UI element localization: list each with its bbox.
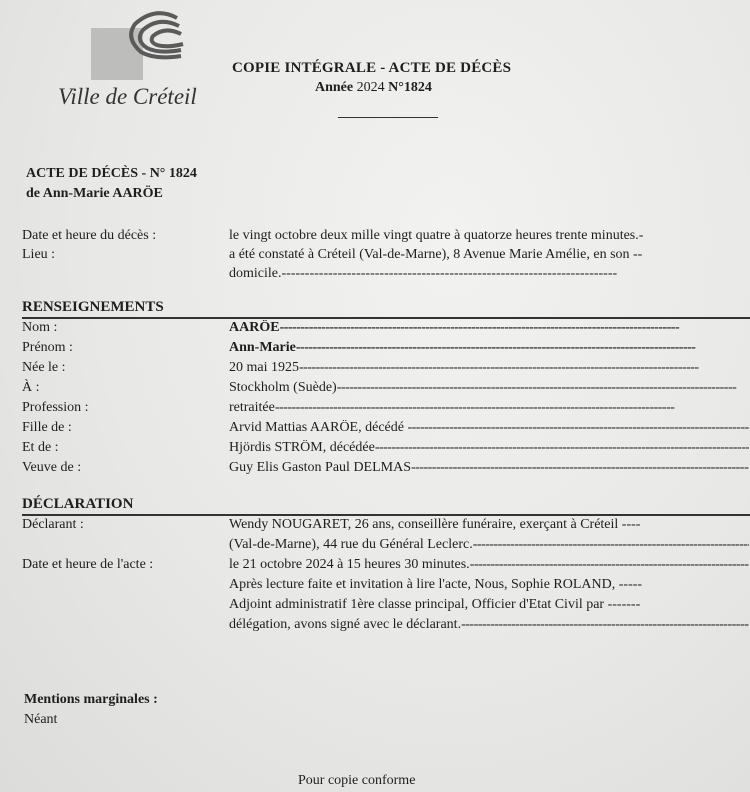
acte-date-label: Date et heure de l'acte :	[22, 557, 154, 572]
value-veuve-de	[229, 460, 749, 476]
deces-lieu-value-1: a été constaté à Créteil (Val-de-Marne), 8 Avenue Marie Amélie, en son --	[229, 247, 643, 262]
section-declaration: DÉCLARATION	[22, 496, 134, 512]
acte-title: ACTE DE DÉCÈS - N° 1824	[26, 166, 197, 181]
deces-lieu-label: Lieu :	[22, 247, 56, 262]
value-profession-text: retraitée	[229, 400, 275, 415]
document-title: COPIE INTÉGRALE - ACTE DE DÉCÈS	[232, 60, 512, 76]
value-veuve-de-text: Guy Elis Gaston Paul DELMAS	[229, 460, 411, 475]
declarant-line-2-text: (Val-de-Marne), 44 rue du Général Leclerc.	[229, 537, 473, 552]
value-profession	[229, 400, 749, 416]
footer-copie-conforme: Pour copie conforme	[298, 773, 416, 788]
value-et-de-text: Hjördis STRÖM, décédée	[229, 440, 375, 455]
deces-lieu-text: domicile.	[229, 266, 282, 281]
value-nom	[229, 320, 749, 336]
deces-lieu-dashes: ------------------------------------------------------------------------	[281, 266, 618, 281]
declarant-label: Déclarant :	[22, 517, 84, 532]
label-et-de: Et de :	[22, 440, 59, 455]
value-lieu-naissance	[229, 380, 749, 396]
acte-number: N°1824	[388, 80, 432, 95]
acte-line-4-text: délégation, avons signé avec le déclarant.	[229, 617, 462, 632]
mentions-label: Mentions marginales :	[24, 692, 158, 707]
deces-date-value: le vingt octobre deux mille vingt quatre à quatorze heures trente minutes.-	[229, 228, 644, 243]
value-nom-text: AARÖE	[229, 320, 280, 335]
logo-c-icon	[115, 8, 195, 68]
value-et-de	[229, 440, 749, 456]
mentions-value: Néant	[24, 712, 58, 727]
label-nee-le: Née le :	[22, 360, 66, 375]
label-lieu-naissance: À :	[22, 380, 40, 395]
label-nom: Nom :	[22, 320, 58, 335]
section-rule	[22, 514, 750, 516]
value-fille-de	[229, 420, 749, 436]
section-rule	[22, 317, 750, 319]
acte-line-4	[229, 617, 749, 633]
document-year	[315, 80, 432, 96]
value-fille-de-text: Arvid Mattias AARÖE, décédé	[229, 420, 404, 435]
acte-line-1-text: le 21 octobre 2024 à 15 heures 30 minutes.	[229, 557, 470, 572]
deces-lieu-value-2	[229, 266, 749, 282]
header-divider	[338, 117, 438, 118]
value-nee-le-text: 20 mai 1925	[229, 360, 299, 375]
acte-subtitle: de Ann-Marie AARÖE	[26, 186, 163, 201]
city-name: Ville de Créteil	[58, 84, 197, 109]
value-nee-le	[229, 360, 749, 376]
value-lieu-naissance-text: Stockholm (Suède)	[229, 380, 337, 395]
value-prenom	[229, 340, 749, 356]
label-prenom: Prénom :	[22, 340, 73, 355]
acte-line-1	[229, 557, 749, 573]
year-prefix: Année	[315, 80, 354, 95]
acte-line-3: Adjoint administratif 1ère classe principal, Officier d'Etat Civil par -------	[229, 597, 641, 612]
label-veuve-de: Veuve de :	[22, 460, 82, 475]
section-renseignements: RENSEIGNEMENTS	[22, 299, 164, 315]
value-prenom-text: Ann-Marie	[229, 340, 296, 355]
year-value: 2024	[356, 80, 385, 95]
label-fille-de: Fille de :	[22, 420, 72, 435]
deces-date-label: Date et heure du décès :	[22, 228, 157, 243]
declarant-line-2	[229, 537, 749, 553]
acte-line-2: Après lecture faite et invitation à lire l'acte, Nous, Sophie ROLAND, -----	[229, 577, 643, 592]
declarant-line-1: Wendy NOUGARET, 26 ans, conseillère funéraire, exerçant à Créteil ----	[229, 517, 641, 532]
label-profession: Profession :	[22, 400, 89, 415]
